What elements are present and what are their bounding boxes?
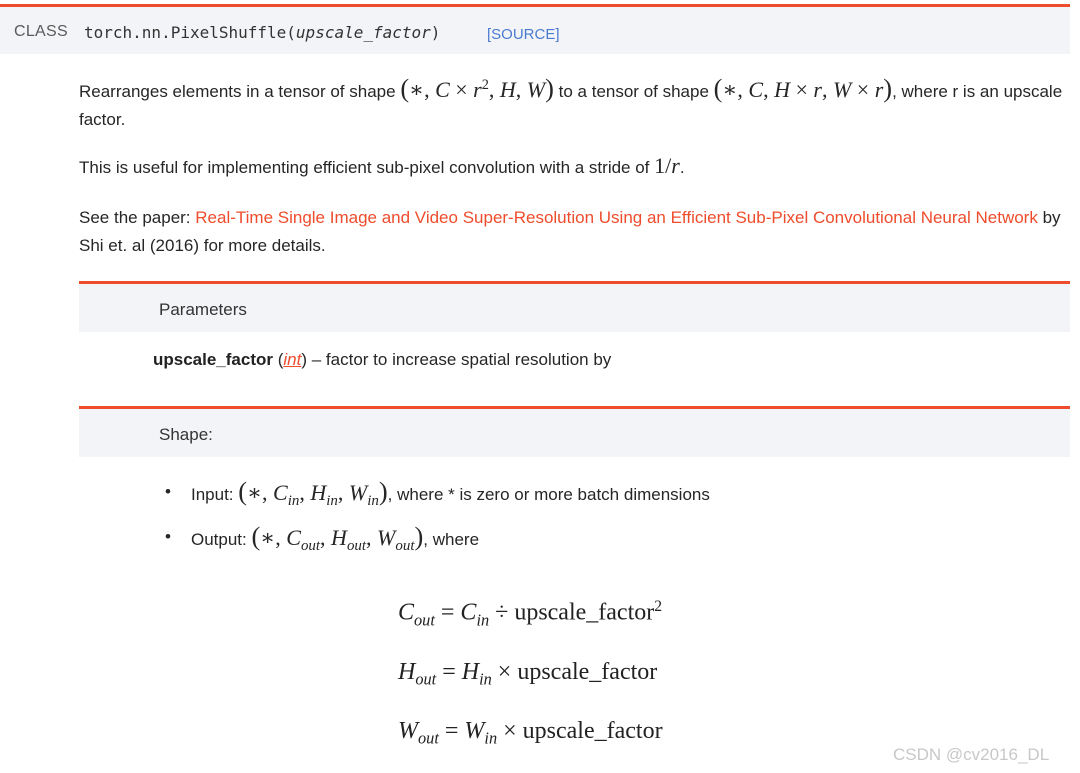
parameters-title: Parameters: [159, 300, 247, 319]
input-tail: , where * is zero or more batch dimensions: [387, 485, 710, 504]
shape-input-item: [165, 474, 710, 519]
equation-h-out: $H_{out} = H_{in}$ × upscale_factor: [398, 659, 658, 689]
p3-text-a: See the paper:: [79, 208, 191, 227]
equation-c-out: $C_{out} = C_{in}$ ÷ upscale_factor$^2$: [398, 598, 663, 630]
parameter-description: – factor to increase spatial resolution by: [311, 350, 612, 369]
signature-name: torch.nn.PixelShuffle(: [84, 23, 296, 42]
output-label: Output:: [191, 530, 247, 550]
class-signature-header: [0, 4, 1070, 54]
description-paragraph-3: [79, 204, 1064, 260]
p2-text: This is useful for implementing efficient sub-pixel convolution with a stride of: [79, 158, 650, 177]
input-label: Input:: [191, 485, 234, 504]
class-signature: [84, 23, 440, 42]
p1-text-c: , where r is an upscale factor.: [79, 81, 1063, 129]
signature-close: ): [430, 23, 441, 42]
parameters-header: [79, 281, 1070, 332]
p1-text-b: to a tensor of shape: [558, 81, 709, 101]
input-shape: (∗, $C_{in}$, $H_{in}$, $W_{in}$): [238, 476, 388, 510]
p3-text-b: by Shi et. al (2016) for more details.: [79, 208, 1061, 255]
stride-formula: 1/r: [654, 153, 680, 178]
shape-title: Shape:: [159, 425, 213, 444]
signature-arg: upscale_factor: [295, 23, 431, 42]
shape-output-item: [165, 519, 710, 564]
parameter-type-link[interactable]: int: [283, 350, 302, 369]
equation-w-out: $W_{out} = W_{in}$ × upscale_factor: [398, 718, 663, 748]
watermark: CSDN @cv2016_DL: [893, 745, 1050, 764]
description-paragraph-1: [79, 71, 1064, 134]
output-shape-formula: (∗, C, H × r, W × r): [713, 72, 893, 103]
shape-header: [79, 406, 1070, 457]
shape-list: [165, 474, 710, 564]
parameter-name: upscale_factor: [153, 350, 273, 369]
description-paragraph-2: This is useful for implementing efficient sub-pixel convolution with a stride of 1/r.: [79, 153, 685, 178]
output-tail: , where: [423, 530, 480, 550]
paper-link[interactable]: Real-Time Single Image and Video Super-Resolution Using an Efficient Sub-Pixel Convolutional Neural Network: [195, 208, 1038, 227]
source-link[interactable]: [SOURCE]: [487, 26, 560, 43]
p1-text-a: Rearranges elements in a tensor of shape: [79, 81, 396, 101]
input-shape-formula: (∗, $C \times r^2$, H, W): [400, 72, 554, 103]
parameter-entry: upscale_factor (int) – factor to increase spatial resolution by: [153, 350, 612, 369]
class-keyword: CLASS: [14, 23, 68, 40]
output-shape: (∗, $C_{out}$, $H_{out}$, $W_{out}$): [251, 521, 424, 555]
